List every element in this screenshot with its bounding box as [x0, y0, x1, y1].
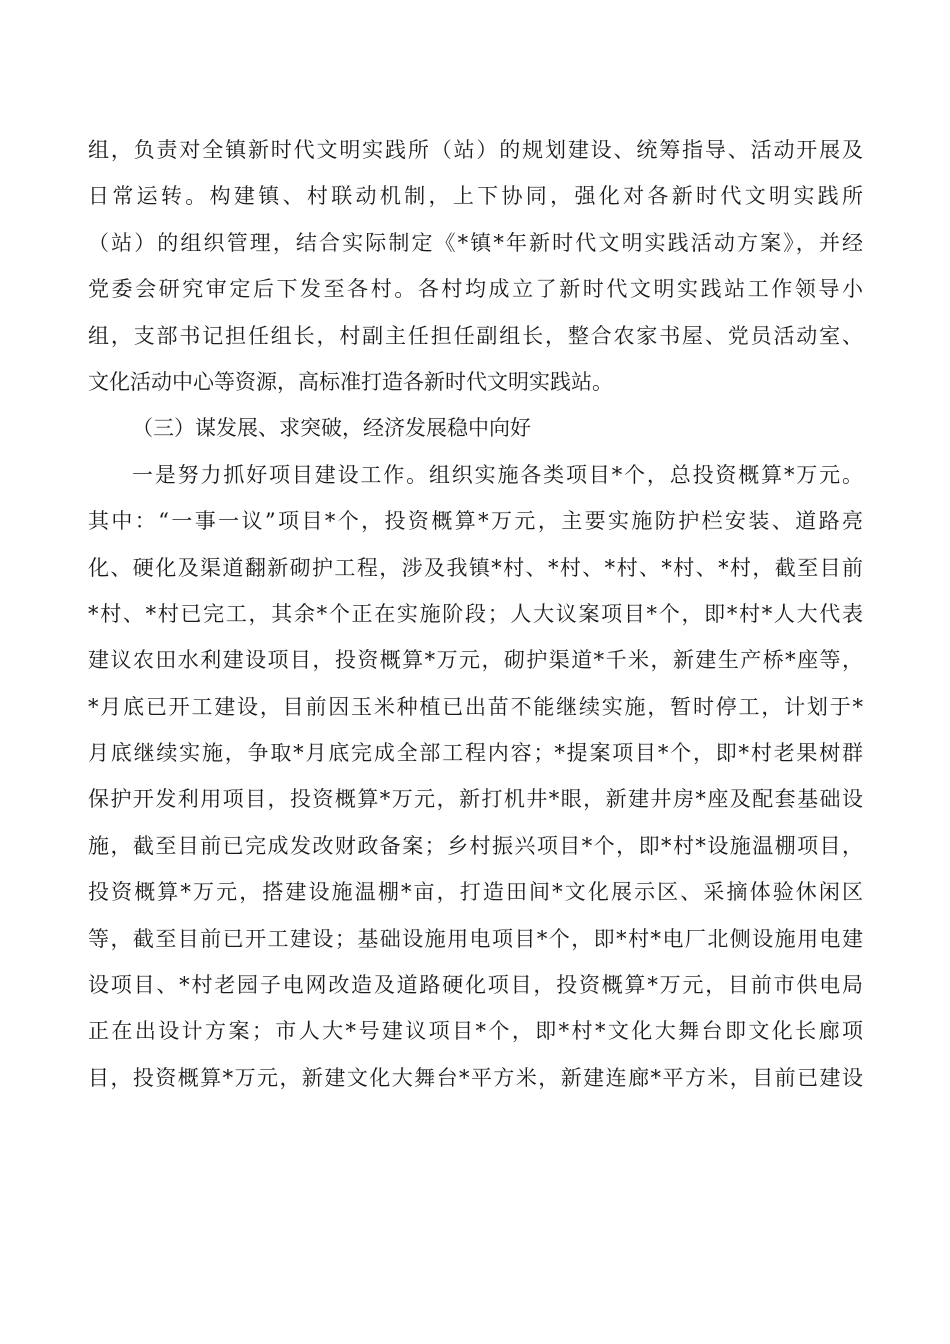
- text-line: 化、硬化及渠道翻新砌护工程，涉及我镇*村、*村、*村、*村、*村，截至目前: [88, 555, 863, 580]
- text-line: 施，截至目前已完成发改财政备案；乡村振兴项目*个，即*村*设施温棚项目，: [88, 833, 863, 858]
- text-line: 文化活动中心等资源，高标准打造各新时代文明实践站。: [88, 369, 613, 394]
- text-line: 投资概算*万元，搭建设施温棚*亩，打造田间*文化展示区、采摘体验休闲区: [88, 880, 863, 905]
- text-line: 组，支部书记担任组长，村副主任担任副组长，整合农家书屋、党员活动室、: [88, 323, 863, 348]
- text-line: 其中：“一事一议”项目*个，投资概算*万元，主要实施防护栏安装、道路亮: [88, 509, 863, 534]
- text-line: 一是努力抓好项目建设工作。组织实施各类项目*个，总投资概算*万元。: [132, 462, 863, 487]
- section-heading: （三）谋发展、求突破，经济发展稳中向好: [132, 416, 531, 441]
- text-line: （站）的组织管理，结合实际制定《*镇*年新时代文明实践活动方案》，并经: [88, 230, 863, 255]
- text-line: 日常运转。构建镇、村联动机制，上下协同，强化对各新时代文明实践所: [88, 184, 863, 209]
- text-line: 组，负责对全镇新时代文明实践所（站）的规划建设、统筹指导、活动开展及: [88, 138, 863, 162]
- text-line: 建议农田水利建设项目，投资概算*万元，砌护渠道*千米，新建生产桥*座等，: [88, 648, 863, 673]
- text-line: *月底已开工建设，目前因玉米种植已出苗不能继续实施，暂时停工，计划于*: [88, 694, 863, 719]
- text-line: 月底继续实施，争取*月底完成全部工程内容；*提案项目*个，即*村老果树群: [88, 741, 863, 766]
- text-line: 等，截至目前已开工建设；基础设施用电项目*个，即*村*电厂北侧设施用电建: [88, 926, 863, 951]
- text-line: 设项目、*村老园子电网改造及道路硬化项目，投资概算*万元，目前市供电局: [88, 973, 863, 998]
- text-line: 正在出设计方案；市人大*号建议项目*个，即*村*文化大舞台即文化长廊项: [88, 1019, 863, 1044]
- text-line: 保护开发利用项目，投资概算*万元，新打机井*眼，新建井房*座及配套基础设: [88, 787, 863, 812]
- document-body: [88, 127, 863, 1101]
- text-line: 目，投资概算*万元，新建文化大舞台*平方米，新建连廊*平方米，目前已建设: [88, 1065, 863, 1090]
- text-line: *村、*村已完工，其余*个正在实施阶段；人大议案项目*个，即*村*人大代表: [88, 601, 863, 626]
- text-line: 党委会研究审定后下发至各村。各村均成立了新时代文明实践站工作领导小: [88, 277, 863, 302]
